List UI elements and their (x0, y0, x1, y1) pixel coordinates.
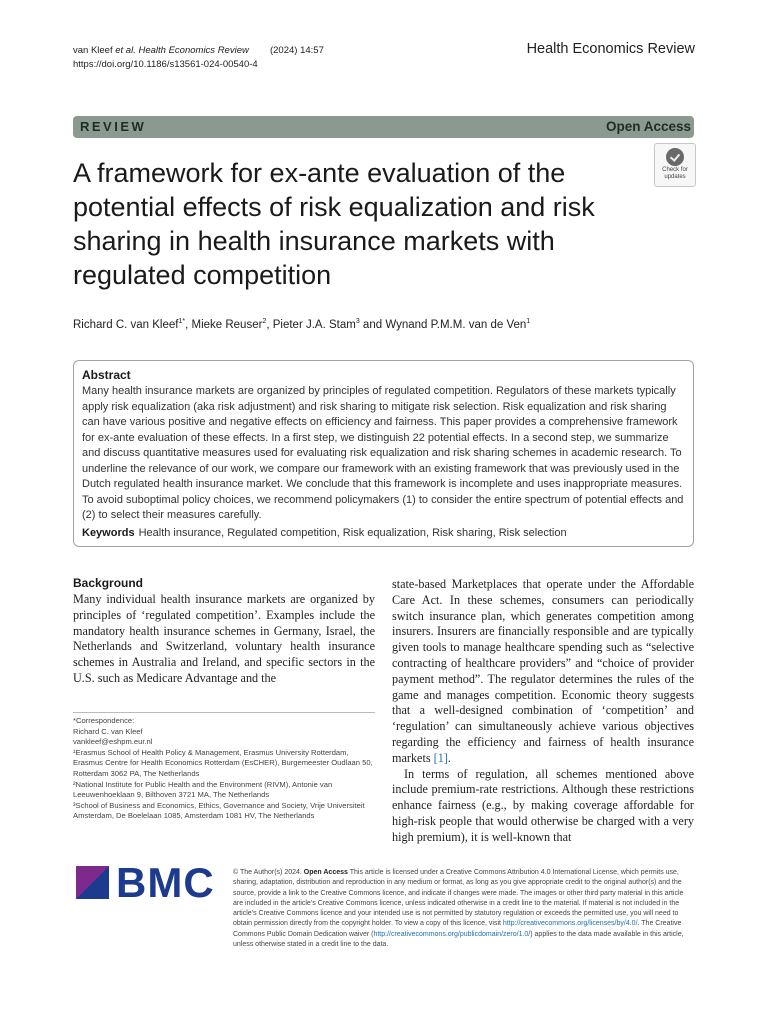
updates-label: updates (664, 174, 686, 180)
keywords-label: Keywords (82, 527, 135, 539)
author-affiliation: 1 (526, 318, 531, 325)
bmc-logo (76, 859, 216, 906)
author-name: Wynand P.M.M. van de Ven (385, 318, 527, 331)
doi-link[interactable]: https://doi.org/10.1186/s13561-024-00540-4 (73, 59, 258, 70)
paragraph: In terms of regulation, all schemes mentioned above include premium-rate restrictions. Although these restrictions enhance fairness (e.g., by making coverage affordable for high-risk people that would otherwise be charged with a very high premium), it is well-known that (392, 766, 694, 844)
license-body: ) applies to the data made available in this article, unless otherwise stated in a credit line to the data. (233, 930, 684, 949)
license-oa-label: Open Access (303, 869, 348, 876)
citation-link[interactable]: [1] (433, 750, 448, 765)
author-affiliation: 3 (355, 318, 360, 325)
affiliation-2: ²National Institute for Public Health and the Environment (RIVM), Antonie van Leeuwenhoeklaan 9, Bilthoven 3721 MA, The Netherlands (73, 779, 333, 800)
waiver-link[interactable]: http://creativecommons.org/publicdomain/zero/1.0/ (373, 930, 531, 938)
keywords (82, 527, 567, 539)
correspondence-email[interactable]: vankleef@eshpm.eur.nl (73, 737, 153, 747)
author-name: Mieke Reuser (191, 318, 263, 331)
body-column-left: Many individual health insurance markets are organized by principles of ‘regulated competition’. Examples include the mandatory health insurance schemes in Germany, Israel, the Netherlands and Switzerland, voluntary health insurance schemes in Australia and Ireland, and specific sectors in the U.S. such as Medicare Advantage and the (73, 592, 375, 685)
paragraph (392, 577, 694, 767)
abstract-text: Many health insurance markets are organized by principles of regulated competition. Regulators of these markets typically apply risk equalization (aka risk adjustment) and risk sharing to mitigate risk selection. Risk equalization and risk sharing can have various positive and negative effects on efficiency and fairness. This paper provides a comprehensive framework for ex-ante evaluation of these effects. In a first step, we distinguish 22 potential effects. In a second step, we summarize and discuss quantitative measures used for evaluating risk equalization and risk sharing schemes in academic research. To underline the relevance of our work, we compare our framework with an existing framework that was previously used in the Dutch regulated health insurance market. We conclude that this framework is incomplete and uses inappropriate measures. To avoid suboptimal policy choices, we recommend policymakers (1) to consider the entire spectrum of potential effects and (2) to select their measures carefully. (82, 385, 684, 521)
article-title: A framework for ex-ante evaluation of the potential effects of risk equalization and risk sharing in health insurance markets with regulated competition (73, 158, 595, 290)
check-for-updates-badge[interactable] (654, 143, 696, 187)
citation-line (73, 44, 324, 58)
open-access-label: Open Access (605, 119, 691, 134)
keywords-list: Health insurance, Regulated competition, Risk equalization, Risk sharing, Risk selection (138, 527, 567, 539)
affiliation-3: ³School of Business and Economics, Ethics, Governance and Society, Vrije Universiteit Amsterdam, De Boelelaan 1085, Amsterdam 1081 HV, The Netherlands (73, 800, 365, 821)
license-text (233, 868, 695, 950)
copyright: © The Author(s) 2024. (233, 869, 304, 876)
author-affiliation: 1* (178, 318, 186, 325)
check-label: Check for (662, 167, 688, 173)
bmc-logo-text: BMC (116, 859, 215, 906)
article-type-banner (73, 116, 694, 138)
citation-year: (2024) 14:57 (269, 45, 324, 56)
paragraph-text: state-based Marketplaces that operate under the Affordable Care Act. In these schemes, consumers can periodically switch insurance plan, which generates competition among insurers. Insurers are financially responsible and are typically given tools to manage healthcare spending such as “selective contracting of healthcare providers” and “choice of provider payment method”. The regulator determines the rules of the game and manages competition. Economic theory suggests that a well-designed combination of ‘competition’ and ‘regulation’ can simultaneously achieve various objectives regarding the efficiency and fairness of health insurance markets (392, 577, 694, 765)
journal-name: Health Economics Review (526, 41, 695, 57)
running-header (73, 44, 324, 72)
citation-etal: et al. (115, 45, 136, 56)
author-list (73, 318, 530, 331)
footnotes (73, 716, 375, 822)
author-name: Pieter J.A. Stam (272, 318, 356, 331)
author-separator: and (359, 318, 386, 331)
bmc-logo-triangle-icon (76, 866, 109, 899)
body-column-right (392, 577, 694, 846)
author-separator: , (185, 318, 192, 331)
abstract-heading: Abstract (82, 368, 131, 382)
section-heading: Background (73, 576, 144, 590)
check-icon (666, 148, 684, 166)
author-separator: , (266, 318, 273, 331)
article-type-label: REVIEW (80, 119, 147, 134)
footnote-divider (73, 712, 375, 713)
citation-journal: Health Economics Review (135, 45, 249, 56)
paragraph-text: . (447, 750, 451, 765)
license-link[interactable]: http://creativecommons.org/licenses/by/4.0/ (502, 920, 638, 928)
citation-author: van Kleef (73, 45, 116, 56)
author-affiliation: 2 (262, 318, 267, 325)
affiliation-1: ¹Erasmus School of Health Policy & Management, Erasmus University Rotterdam, Erasmus Centre for Health Economics Rotterdam (EsCHER), Burgemeester Oudlaan 50, Rotterdam 3062 PA, The Netherlands (73, 747, 373, 778)
correspondence-name: Richard C. van Kleef (73, 726, 143, 736)
license-body: . The Creative Commons Public Domain Dedication waiver ( (233, 920, 682, 938)
correspondence-label: *Correspondence: (73, 716, 135, 725)
license-body: This article is licensed under a Creative Commons Attribution 4.0 International License, which permits use, sharing, adaptation, distribution and reproduction in any medium or format, as long as you give appropriate credit to the original author(s) and the source, provide a link to the Creative Commons licence, and indicate if changes were made. The images or other third party material in this article are included in the article’s Creative Commons licence, unless indicated otherwise in a credit line to the material. If material is not included in the article’s Creative Commons licence and your intended use is not permitted by statutory regulation or exceeds the permitted use, you will need to obtain permission directly from the copyright holder. To view a copy of this licence, visit (233, 869, 684, 928)
author-name: Richard C. van Kleef (73, 318, 179, 331)
